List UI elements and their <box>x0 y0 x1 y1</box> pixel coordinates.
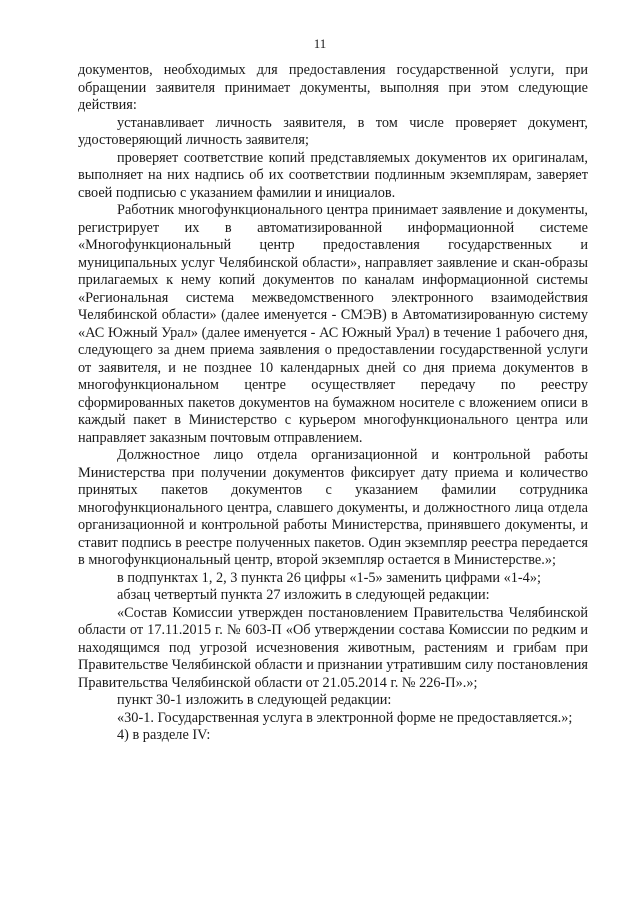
page-number: 11 <box>313 36 327 51</box>
paragraph-section-iv: 4) в разделе IV: <box>117 727 211 743</box>
paragraph-amendment-30-1: пункт 30-1 изложить в следующей редакции: <box>117 692 392 708</box>
paragraph-30-1-text: «30-1. Государственная услуга в электронной форме не предоставляется.»; <box>117 709 573 726</box>
paragraph-commission-composition: «Состав Комиссии утвержден постановлением Правительства Челябинской области от 17.11.2015 г. № 603-П «Об утверждении состава Комиссии по редким и находящимся под угрозой исчезновения животным, растениям и грибам при Правительстве Челябинской области и признании утратившим силу постановления Правительства Челябинской области от 21.05.2014 г. № 226-П».»; <box>78 604 588 691</box>
paragraph-ministry-official: Должностное лицо отдела организационной и контрольной работы Министерства при получении документов фиксирует дату приема и количество принятых пакетов документов с указанием фамилии сотрудника многофункционального центра, славшего документы, и должностного лица отдела организационной и контрольной работы Министерства, принявшего документы, и ставит подпись в реестре полученных пакетов. Один экземпляр реестра передается в многофункциональный центр, второй экземпляр остается в Министерстве.»; <box>78 447 588 568</box>
paragraph-amendment-27: абзац четвертый пункта 27 изложить в следующей редакции: <box>117 587 490 603</box>
paragraph-copy-verification: проверяет соответствие копий представляемых документов их оригиналам, выполняет на них надпись об их соответствии подлинным экземплярам, заверяет своей подписью с указанием фамилии и инициалов. <box>78 149 588 201</box>
paragraph-mfc-registration: Работник многофункционального центра принимает заявление и документы, регистрирует их в автоматизированной информационной системе «Многофункциональный центр предоставления государственных и муниципальных услуг Челябинской области», направляет заявление и скан-образы прилагаемых к нему копий документов по каналам информационной системы «Региональная система межведомственного электронного взаимодействия Челябинской области» (далее именуется - СМЭВ) в Автоматизированную систему «АС Южный Урал» (далее именуется - АС Южный Урал) в течение 1 рабочего дня, следующего за днем приема заявления о предоставлении государственной услуги от заявителя, и не позднее 10 календарных дней со дня приема документов в многофункциональном центре осуществляет передачу по реестру сформированных пакетов документов на бумажном носителе с вложением описи в каждый пакет в Министерство с курьером многофункционального центра или направляет заказным почтовым отправлением. <box>78 202 588 446</box>
paragraph-identity-check: устанавливает личность заявителя, в том числе проверяет документ, удостоверяющий личность заявителя; <box>78 114 588 148</box>
document-body <box>78 62 588 745</box>
paragraph-amendment-26: в подпунктах 1, 2, 3 пункта 26 цифры «1-5» заменить цифрами «1-4»; <box>117 569 541 586</box>
paragraph-continuation: документов, необходимых для предоставления государственной услуги, при обращении заявителя принимает документы, выполняя при этом следующие действия: <box>78 62 588 113</box>
